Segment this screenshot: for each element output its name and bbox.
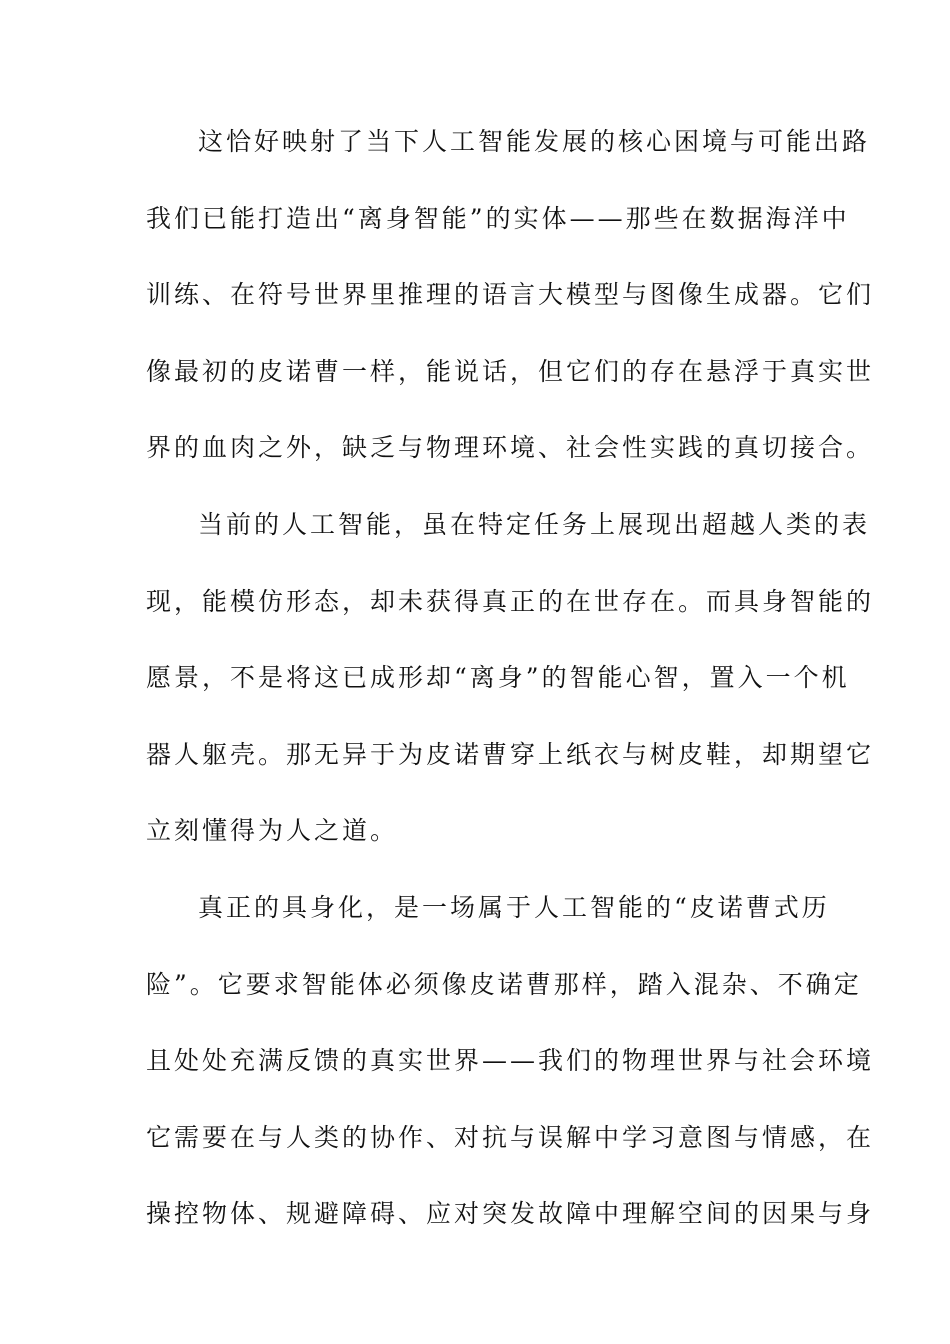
paragraph-1-line-1: 这恰好映射了当下人工智能发展的核心困境与可能出路 (198, 127, 871, 156)
paragraph-2-line-4: 器人躯壳。那无异于为皮诺曹穿上纸衣与树皮鞋，却期望它 (146, 739, 875, 769)
paragraph-2-line-3: 愿景，不是将这已成形却“离身”的智能心智，置入一个机 (146, 663, 850, 693)
paragraph-1-line-2: 我们已能打造出“离身智能”的实体——那些在数据海洋中 (146, 203, 850, 233)
paragraph-3-line-4: 它需要在与人类的协作、对抗与误解中学习意图与情感，在 (146, 1122, 875, 1152)
paragraph-3-line-1: 真正的具身化，是一场属于人工智能的“皮诺曹式历 (198, 892, 830, 922)
document-body (146, 117, 875, 1266)
paragraph-2-line-5: 立刻懂得为人之道。 (146, 816, 399, 846)
paragraph-2-line-1: 当前的人工智能，虽在特定任务上展现出超越人类的表 (198, 509, 871, 539)
paragraph-2-line-2: 现，能模仿形态，却未获得真正的在世存在。而具身智能的 (146, 586, 875, 616)
paragraph-1-line-4: 像最初的皮诺曹一样，能说话，但它们的存在悬浮于真实世 (146, 356, 875, 386)
paragraph-3-line-5: 操控物体、规避障碍、应对突发故障中理解空间的因果与身 (146, 1199, 875, 1229)
paragraph-3-line-2: 险”。它要求智能体必须像皮诺曹那样，踏入混杂、不确定 (146, 969, 862, 999)
paragraph-1-line-5: 界的血肉之外，缺乏与物理环境、社会性实践的真切接合。 (146, 433, 875, 463)
paragraph-1-line-3: 训练、在符号世界里推理的语言大模型与图像生成器。它们 (146, 280, 875, 310)
paragraph-3-line-3: 且处处充满反馈的真实世界——我们的物理世界与社会环境 (146, 1046, 875, 1076)
